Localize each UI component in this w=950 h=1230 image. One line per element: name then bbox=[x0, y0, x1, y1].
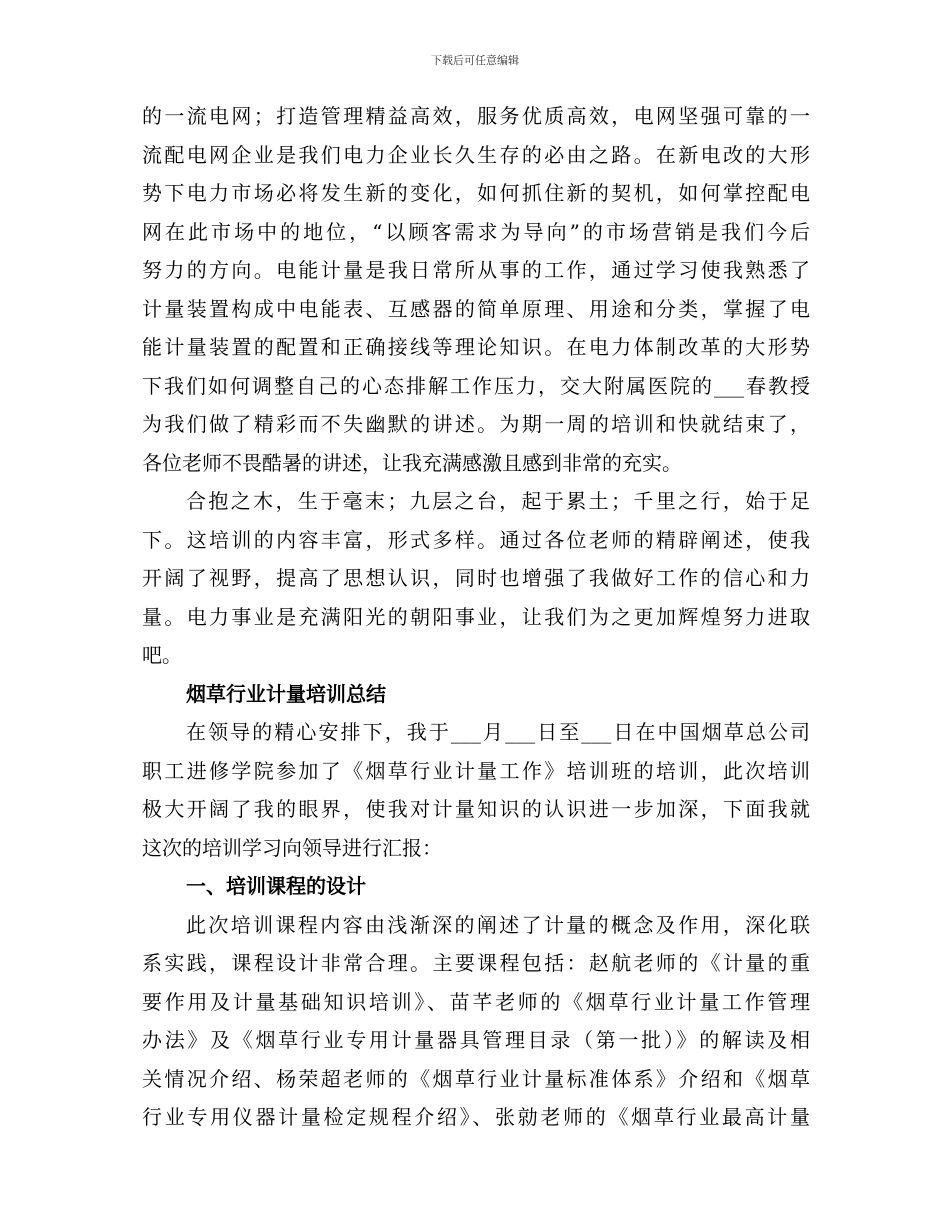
paragraph-line: 为我们做了精彩而不失幽默的讲述。为期一周的培训和快就结束了， bbox=[142, 412, 810, 436]
paragraph-line: 合抱之木，生于毫末；九层之台，起于累土；千里之行，始于足 bbox=[186, 489, 810, 513]
paragraph-line: 能计量装置的配置和正确接线等理论知识。在电力体制改革的大形势 bbox=[142, 335, 810, 359]
paragraph-line: 下我们如何调整自己的心态排解工作压力，交大附属医院的___春教授 bbox=[142, 373, 810, 398]
paragraph-line: 计量装置构成中电能表、互感器的简单原理、用途和分类，掌握了电 bbox=[142, 296, 810, 321]
section-title: 烟草行业计量培训总结 bbox=[186, 681, 386, 706]
page-header: 下载后可任意编辑 bbox=[431, 54, 519, 67]
paragraph-line: 的一流电网；打造管理精益高效，服务优质高效，电网坚强可靠的一 bbox=[142, 104, 810, 128]
document-body bbox=[142, 97, 810, 1137]
paragraph-line: 下。这培训的内容丰富，形式多样。通过各位老师的精辟阐述，使我 bbox=[142, 527, 810, 552]
paragraph-line: 流配电网企业是我们电力企业长久生存的必由之路。在新电改的大形 bbox=[142, 142, 810, 167]
paragraph-line: 行业专用仪器计量检定规程介绍》、张勍老师的《烟草行业最高计量 bbox=[142, 1105, 810, 1129]
paragraph-line: 极大开阔了我的眼界，使我对计量知识的认识进一步加深，下面我就 bbox=[142, 797, 810, 821]
paragraph-line: 职工进修学院参加了《烟草行业计量工作》培训班的培训，此次培训 bbox=[142, 758, 810, 783]
paragraph-line: 系实践，课程设计非常合理。主要课程包括：赵航老师的《计量的重 bbox=[142, 951, 810, 975]
paragraph-line: 量。电力事业是充满阳光的朝阳事业，让我们为之更加辉煌努力进取 bbox=[142, 604, 810, 629]
paragraph-line: 要作用及计量基础知识培训》、苗芊老师的《烟草行业计量工作管理 bbox=[142, 989, 810, 1014]
paragraph-line: 开阔了视野，提高了思想认识，同时也增强了我做好工作的信心和力 bbox=[142, 566, 810, 590]
paragraph-line: 在领导的精心安排下，我于___月___日至___日在中国烟草总公司 bbox=[186, 720, 810, 744]
paragraph-line: 各位老师不畏酷暑的讲述，让我充满感激且感到非常的充实。 bbox=[142, 450, 682, 475]
paragraph-line: 办法》及《烟草行业专用计量器具管理目录（第一批）》的解读及相 bbox=[142, 1028, 810, 1052]
paragraph-line: 关情况介绍、杨荣超老师的《烟草行业计量标准体系》介绍和《烟草 bbox=[142, 1066, 810, 1091]
paragraph-line: 努力的方向。电能计量是我日常所从事的工作，通过学习使我熟悉了 bbox=[142, 258, 810, 282]
paragraph-line: 势下电力市场必将发生新的变化，如何抓住新的契机，如何掌控配电 bbox=[142, 181, 810, 205]
section-heading: 一、培训课程的设计 bbox=[186, 874, 366, 898]
paragraph-line: 吧。 bbox=[142, 643, 182, 667]
paragraph-line: 此次培训课程内容由浅渐深的阐述了计量的概念及作用，深化联 bbox=[186, 912, 810, 937]
paragraph-line: 这次的培训学习向领导进行汇报： bbox=[142, 835, 442, 860]
paragraph-line: 网在此市场中的地位，“以顾客需求为导向”的市场营销是我们今后 bbox=[142, 219, 810, 244]
